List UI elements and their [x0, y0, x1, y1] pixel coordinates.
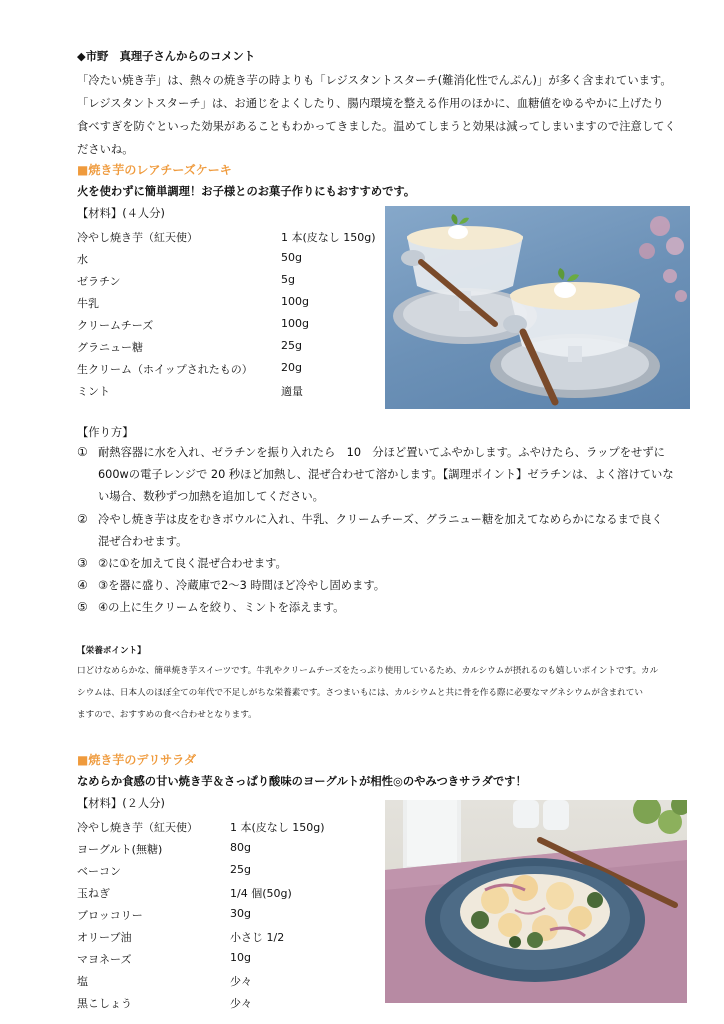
comment-line: ださいね。 — [77, 143, 134, 156]
ingredient-name: クリームチーズ — [77, 319, 154, 332]
recipe1-subtitle: 火を使わずに簡単調理！お子様とのお菓子作りにもおすすめです。 — [77, 185, 416, 198]
ingredient-name: 牛乳 — [77, 297, 99, 310]
step-text: ④の上に生クリームを絞り、ミントを添えます。 — [98, 601, 345, 614]
step-number: ① — [77, 445, 88, 459]
ingredient-amount: 少々 — [230, 997, 252, 1010]
step-text: 冷やし焼き芋は皮をむきボウルに入れ、牛乳、クリームチーズ、グラニュー糖を加えてなめらかになるまで良く — [98, 513, 663, 526]
step-text: い場合、数秒ずつ加熱を追加してください。 — [98, 490, 324, 503]
ingredient-amount: 100g — [281, 317, 309, 330]
salad-photo-art — [385, 800, 687, 1003]
ingredient-amount: 20g — [281, 361, 302, 374]
recipe2-title: ■焼き芋のデリサラダ — [77, 753, 196, 767]
ingredient-name: 玉ねぎ — [77, 887, 110, 900]
step-text: ③を器に盛り、冷蔵庫で2～3 時間ほど冷やし固めます。 — [98, 579, 386, 592]
recipe2-ingredients-heading: 【材料】(２人分) — [77, 797, 165, 810]
nutrition-line: シウムは、日本人のほぼ全ての年代で不足しがちな栄養素です。さつまいもには、カルシウムと共に骨を作る際に必要なマグネシウムが含まれてい — [77, 688, 643, 698]
ingredient-name: 生クリーム（ホイップされたもの） — [77, 363, 253, 376]
ingredient-amount: 25g — [230, 863, 251, 876]
step-number: ④ — [77, 578, 88, 592]
ingredient-amount: 小さじ 1/2 — [230, 931, 285, 944]
step-text: ②に①を加えて良く混ぜ合わせます。 — [98, 557, 287, 570]
ingredient-name: 黒こしょう — [77, 997, 132, 1010]
ingredient-name: オリーブ油 — [77, 931, 132, 944]
ingredient-name: マヨネーズ — [77, 953, 132, 966]
ingredient-amount: 1/4 個(50g) — [230, 887, 292, 900]
ingredient-name: ヨーグルト(無糖) — [77, 843, 163, 856]
ingredient-name: ブロッコリー — [77, 909, 143, 922]
step-number: ② — [77, 512, 88, 526]
comment-line: 「レジスタントスターチ」は、お通じをよくしたり、腸内環境を整える作用のほかに、血糖値をゆるやかに上げたり — [77, 97, 664, 110]
comment-heading: ◆市野 真理子さんからのコメント — [77, 50, 256, 63]
cheesecake-photo — [385, 206, 690, 409]
recipe1-method-heading: 【作り方】 — [77, 426, 134, 439]
ingredient-amount: 1 本(皮なし 150g) — [230, 821, 325, 834]
recipe1-ingredients-heading: 【材料】(４人分) — [77, 207, 165, 220]
ingredient-amount: 適量 — [281, 385, 303, 398]
ingredient-name: ミント — [77, 385, 110, 398]
ingredient-amount: 少々 — [230, 975, 252, 988]
recipe2-subtitle: なめらか食感の甘い焼き芋＆さっぱり酸味のヨーグルトが相性◎のやみつきサラダです！ — [77, 775, 527, 788]
ingredient-name: 冷やし焼き芋（紅天使） — [77, 231, 198, 244]
recipe1-title: ■焼き芋のレアチーズケーキ — [77, 163, 232, 177]
ingredient-amount: 100g — [281, 295, 309, 308]
ingredient-name: ゼラチン — [77, 275, 121, 288]
ingredient-name: ベーコン — [77, 865, 121, 878]
step-text: 混ぜ合わせます。 — [98, 535, 188, 548]
nutrition-line: ますので、おすすめの食べ合わせとなります。 — [77, 710, 257, 720]
ingredient-name: 塩 — [77, 975, 88, 988]
nutrition-line: 口どけなめらかな、簡単焼き芋スイーツです。牛乳やクリームチーズをたっぷり使用しているため、カルシウムが摂れるのも嬉しいポイントです。カル — [77, 666, 659, 676]
cheesecake-photo-art — [385, 206, 690, 409]
ingredient-amount: 30g — [230, 907, 251, 920]
step-text: 600wの電子レンジで 20 秒ほど加熱し、混ぜ合わせて溶かします。【調理ポイント】ゼラチンは、よく溶けていな — [98, 468, 674, 481]
ingredient-name: 冷やし焼き芋（紅天使） — [77, 821, 198, 834]
comment-line: 食べすぎを防ぐといった効果があることもわかってきました。温めてしまうと効果は減ってしまいますので注意してく — [77, 120, 676, 133]
ingredient-amount: 50g — [281, 251, 302, 264]
step-number: ③ — [77, 556, 88, 570]
ingredient-amount: 5g — [281, 273, 295, 286]
ingredient-amount: 25g — [281, 339, 302, 352]
ingredient-amount: 1 本(皮なし 150g) — [281, 231, 376, 244]
ingredient-amount: 80g — [230, 841, 251, 854]
step-text: 耐熱容器に水を入れ、ゼラチンを振り入れたら 10 分ほど置いてふやかします。ふやけたら、ラップをせずに — [98, 446, 665, 459]
step-number: ⑤ — [77, 600, 88, 614]
comment-line: 「冷たい焼き芋」は、熱々の焼き芋の時よりも「レジスタントスターチ(難消化性でんぷん)」が多く含まれています。 — [77, 74, 672, 87]
salad-photo — [385, 800, 687, 1003]
ingredient-name: 水 — [77, 253, 88, 266]
ingredient-amount: 10g — [230, 951, 251, 964]
nutrition-heading: 【栄養ポイント】 — [77, 646, 146, 656]
ingredient-name: グラニュー糖 — [77, 341, 143, 354]
